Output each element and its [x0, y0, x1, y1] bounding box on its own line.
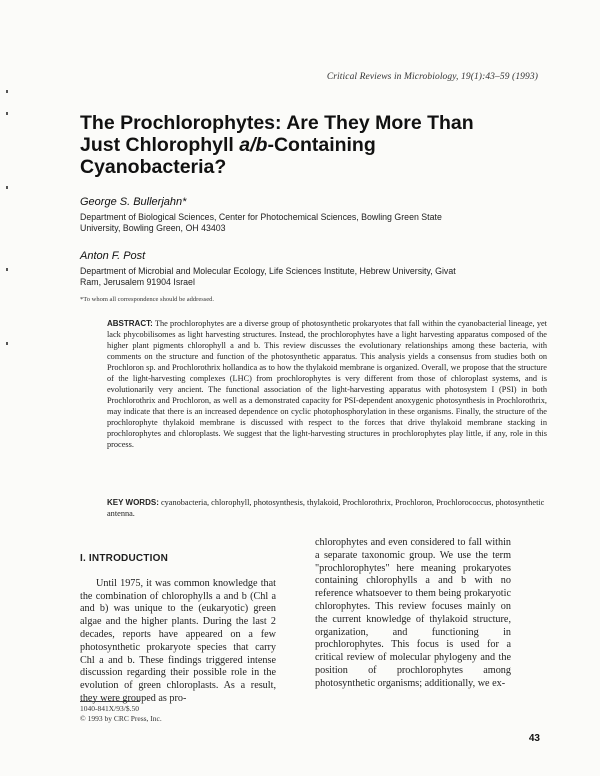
left-column: [80, 553, 276, 706]
footer-rule: [80, 701, 140, 702]
footer-copyright: © 1993 by CRC Press, Inc.: [80, 714, 162, 723]
intro-paragraph-left: Until 1975, it was common knowledge that the combination of chlorophylls a and b (Chl a and b) was unique to the (eukaryotic) green algae and the higher plants. During the last 2 decades, reports have appeared on a few photosynthetic prokaryote species that carry Chl a and b. These findings triggered intense discussion regarding their possible role in the evolution of green chloroplasts. As a result, they were grouped as pro-: [80, 577, 276, 704]
author-2-affiliation: [80, 266, 520, 288]
title-line-2-italic: a/b: [239, 134, 268, 156]
abstract-label: ABSTRACT:: [107, 319, 153, 328]
author-2-affiliation-line-1: Department of Microbial and Molecular Ecology, Life Sciences Institute, Hebrew University, Givat: [80, 266, 456, 276]
scan-margin-marks: [6, 90, 10, 350]
author-1-affiliation: [80, 212, 520, 234]
correspondence-note: *To whom all correspondence should be addressed.: [80, 296, 215, 303]
intro-paragraph-right: chlorophytes and even considered to fall within a separate taxonomic group. We use the term "prochlorophytes" here meaning prokaryotes containing chlorophylls a and b with no reference whatsoever to them being prokaryotic chlorophytes. This review focuses mainly on the current knowledge of thylakoid structure, organization, and functioning in prochlorophytes. This focus is used for a critical review of molecular phylogeny and the position of prochlorophytes among photosynthetic organisms; additionally, we ex-: [315, 537, 511, 689]
journal-citation: Critical Reviews in Microbiology, 19(1):43–59 (1993): [326, 72, 538, 82]
section-heading-introduction: I. INTRODUCTION: [80, 553, 168, 564]
abstract: [107, 318, 547, 450]
page-number: 43: [528, 733, 540, 744]
title-line-2-pre: Just Chlorophyll: [80, 134, 240, 156]
author-2-name: Anton F. Post: [80, 250, 146, 262]
title-line-1: The Prochlorophytes: Are They More Than: [80, 112, 474, 134]
keywords: [107, 497, 547, 519]
right-column: [315, 537, 511, 691]
footer: [80, 704, 162, 724]
abstract-text: The prochlorophytes are a diverse group of photosynthetic prokaryotes that fall within the cyanobacterial lineage, yet lack phycobilisomes as light harvesting structures. Instead, the prochlorophytes have a light harvesting apparatus composed of the higher plant pigments chlorophyll a and b. This review discusses the evolutionary relationships among these bacteria, with comments on the structure and function of the photosynthetic apparatus. This analysis yields a consensus from studies both on Prochloron sp. and Prochlorothrix hollandica as to how the thylakoid membrane is organized. Overall, we propose that the structure of the light-harvesting complexes (LHC) from prochlorophytes is very different from those of chloroplast systems, and is evolutionarily very ancient. The functional association of the light-harvesting apparatus with photosystem I (PSI) in both Prochlorothrix and Prochloron, as well as a demonstrated capacity for PSI-dependent anoxygenic photosynthesis in Prochlorothrix, may indicate that there is an increased dependence on cyclic photophosphorylation in these organisms. Finally, the structure of the prochlorophyte thylakoid membrane is discussed with respect to the forces that drive thylakoid membrane stacking in prochlorophytes and chloroplasts. We suggest that the light-harvesting structures in prochlorophytes play little, if any, role in this process.: [107, 319, 547, 449]
keywords-text: cyanobacteria, chlorophyll, photosynthesis, thylakoid, Prochlorothrix, Prochloron, Prochlorococcus, photosynthetic antenna.: [107, 498, 545, 518]
title-line-2-post: -Containing: [267, 134, 376, 156]
author-2-affiliation-line-2: Ram, Jerusalem 91904 Israel: [80, 277, 195, 287]
keywords-label: KEY WORDS:: [107, 498, 159, 507]
author-1-name: George S. Bullerjahn*: [80, 196, 187, 208]
author-1-affiliation-line-2: University, Bowling Green, OH 43403: [80, 223, 226, 233]
article-title: [80, 112, 550, 178]
title-line-3: Cyanobacteria?: [80, 156, 227, 178]
footer-issn: 1040-841X/93/$.50: [80, 704, 139, 713]
author-1-affiliation-line-1: Department of Biological Sciences, Center for Photochemical Sciences, Bowling Green State: [80, 212, 442, 222]
